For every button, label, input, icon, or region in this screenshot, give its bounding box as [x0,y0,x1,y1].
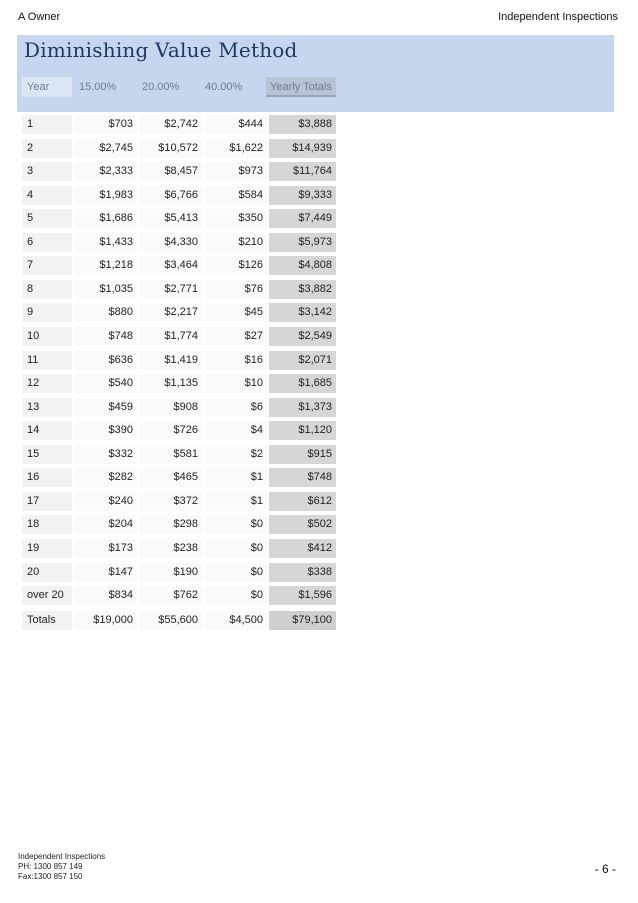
column-header-yearly-totals: Yearly Totals [266,77,336,97]
cell-year: 16 [22,468,72,487]
cell-rate-15: $204 [75,515,137,534]
cell-rate-15: $880 [75,303,137,322]
cell-rate-20: $465 [140,468,202,487]
cell-yearly-total: $14,939 [269,139,336,158]
cell-year: 13 [22,398,72,417]
cell-year: 5 [22,209,72,228]
cell-rate-15: $2,333 [75,162,137,181]
page-title: Diminishing Value Method [24,38,298,62]
cell-rate-15: $282 [75,468,137,487]
cell-rate-15: $173 [75,539,137,558]
cell-year: 12 [22,374,72,393]
cell-year: 4 [22,186,72,205]
cell-rate-40: $1 [205,492,267,511]
cell-rate-15: $147 [75,563,137,582]
footer-fax: Fax:1300 857 150 [18,872,83,881]
cell-rate-20: $2,217 [140,303,202,322]
cell-rate-40: $10 [205,374,267,393]
cell-year: 7 [22,256,72,275]
cell-yearly-total: $1,685 [269,374,336,393]
header-owner: A Owner [18,11,61,23]
cell-rate-40: $0 [205,515,267,534]
cell-yearly-total: $4,808 [269,256,336,275]
cell-rate-40: $350 [205,209,267,228]
cell-yearly-total: $1,120 [269,421,336,440]
cell-rate-15: $1,686 [75,209,137,228]
cell-yearly-total: $3,888 [269,115,336,134]
cell-year: 17 [22,492,72,511]
cell-yearly-total: $338 [269,563,336,582]
totals-label: Totals [22,611,72,630]
cell-rate-40: $2 [205,445,267,464]
cell-year: 11 [22,351,72,370]
cell-year: 20 [22,563,72,582]
cell-rate-20: $1,419 [140,351,202,370]
cell-rate-15: $1,218 [75,256,137,275]
cell-yearly-total: $3,882 [269,280,336,299]
cell-yearly-total: $2,071 [269,351,336,370]
column-header-rate-40: 40.00% [205,81,243,93]
cell-year: 15 [22,445,72,464]
cell-rate-15: $834 [75,586,137,605]
cell-rate-20: $1,135 [140,374,202,393]
cell-year: over 20 [22,586,72,605]
cell-rate-20: $298 [140,515,202,534]
cell-yearly-total: $9,333 [269,186,336,205]
cell-year: 9 [22,303,72,322]
cell-yearly-total: $1,596 [269,586,336,605]
cell-rate-20: $908 [140,398,202,417]
cell-yearly-total: $915 [269,445,336,464]
cell-rate-20: $581 [140,445,202,464]
cell-rate-40: $0 [205,563,267,582]
cell-yearly-total: $7,449 [269,209,336,228]
column-header-year: Year [22,77,72,97]
cell-rate-40: $0 [205,586,267,605]
cell-rate-15: $1,035 [75,280,137,299]
cell-year: 6 [22,233,72,252]
cell-rate-40: $27 [205,327,267,346]
cell-rate-20: $762 [140,586,202,605]
cell-rate-15: $1,433 [75,233,137,252]
cell-rate-20: $6,766 [140,186,202,205]
page-number: - 6 - [594,862,616,876]
cell-rate-20: $2,742 [140,115,202,134]
cell-yearly-total: $5,973 [269,233,336,252]
cell-rate-20: $3,464 [140,256,202,275]
cell-rate-15: $332 [75,445,137,464]
cell-rate-20: $4,330 [140,233,202,252]
cell-yearly-total: $412 [269,539,336,558]
cell-year: 8 [22,280,72,299]
cell-year: 19 [22,539,72,558]
footer-phone: PH: 1300 857 149 [18,862,83,871]
total-cell-yearly-total: $79,100 [269,611,336,630]
total-cell-rate-15: $19,000 [75,611,137,630]
cell-rate-40: $1,622 [205,139,267,158]
cell-yearly-total: $3,142 [269,303,336,322]
footer-company: Independent Inspections [18,852,106,861]
cell-rate-15: $636 [75,351,137,370]
cell-rate-40: $45 [205,303,267,322]
cell-rate-40: $0 [205,539,267,558]
cell-year: 1 [22,115,72,134]
cell-rate-20: $190 [140,563,202,582]
cell-rate-40: $16 [205,351,267,370]
column-header-rate-15: 15.00% [79,81,117,93]
cell-rate-20: $726 [140,421,202,440]
cell-year: 3 [22,162,72,181]
cell-year: 18 [22,515,72,534]
cell-rate-40: $6 [205,398,267,417]
cell-rate-20: $10,572 [140,139,202,158]
total-cell-rate-40: $4,500 [205,611,267,630]
cell-rate-15: $2,745 [75,139,137,158]
cell-rate-40: $126 [205,256,267,275]
cell-rate-20: $5,413 [140,209,202,228]
cell-rate-40: $973 [205,162,267,181]
column-header-rate-20: 20.00% [142,81,180,93]
cell-yearly-total: $2,549 [269,327,336,346]
cell-rate-20: $372 [140,492,202,511]
footer-contact [18,852,105,882]
cell-rate-40: $444 [205,115,267,134]
cell-rate-15: $459 [75,398,137,417]
cell-rate-40: $584 [205,186,267,205]
cell-yearly-total: $11,764 [269,162,336,181]
cell-rate-15: $540 [75,374,137,393]
cell-year: 2 [22,139,72,158]
cell-rate-15: $748 [75,327,137,346]
cell-rate-15: $1,983 [75,186,137,205]
cell-yearly-total: $1,373 [269,398,336,417]
total-cell-rate-20: $55,600 [140,611,202,630]
cell-yearly-total: $612 [269,492,336,511]
cell-rate-20: $2,771 [140,280,202,299]
cell-rate-20: $1,774 [140,327,202,346]
cell-rate-15: $390 [75,421,137,440]
cell-rate-40: $76 [205,280,267,299]
cell-yearly-total: $748 [269,468,336,487]
cell-rate-15: $240 [75,492,137,511]
cell-rate-15: $703 [75,115,137,134]
cell-rate-40: $4 [205,421,267,440]
cell-year: 14 [22,421,72,440]
cell-rate-20: $238 [140,539,202,558]
cell-yearly-total: $502 [269,515,336,534]
header-company: Independent Inspections [498,11,618,23]
cell-rate-20: $8,457 [140,162,202,181]
cell-rate-40: $210 [205,233,267,252]
cell-rate-40: $1 [205,468,267,487]
cell-year: 10 [22,327,72,346]
